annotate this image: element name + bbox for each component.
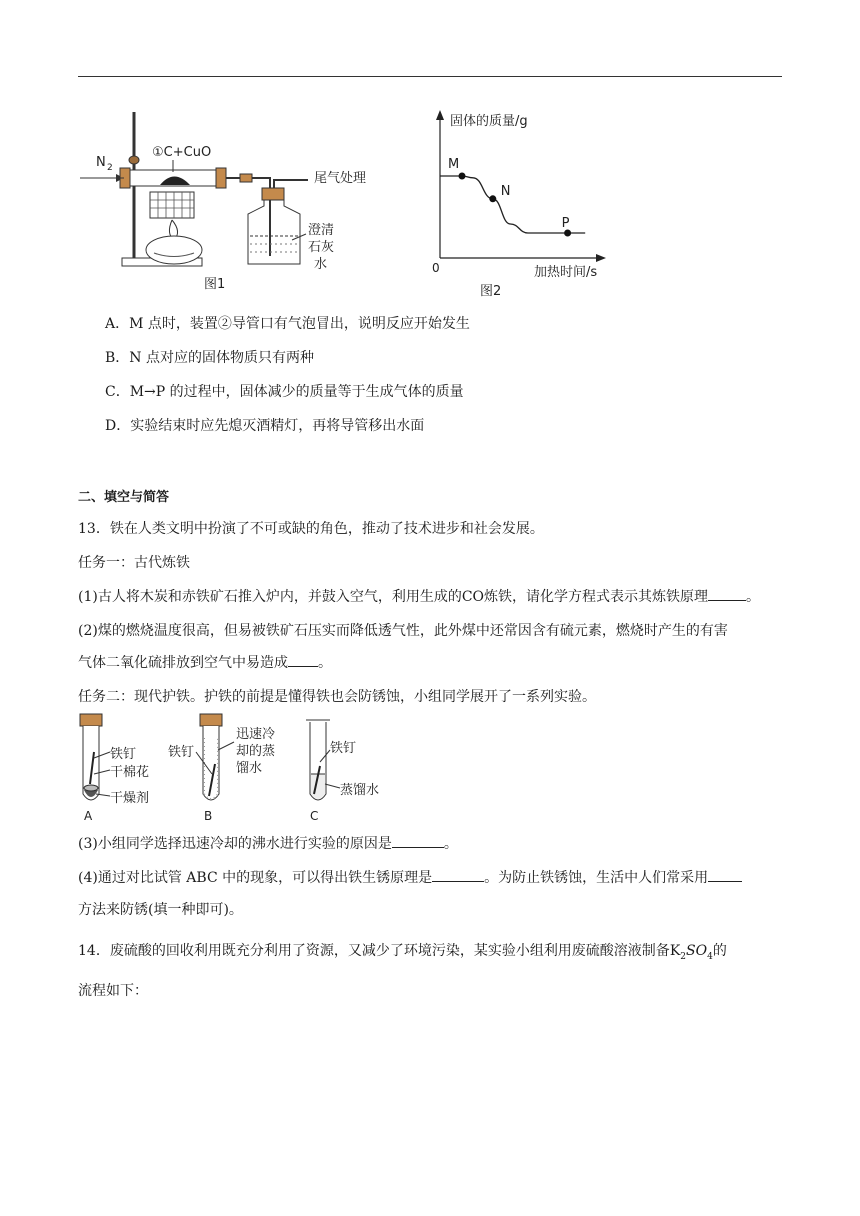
limewater-label-2: 石灰 (308, 240, 335, 255)
wire-mesh (150, 192, 194, 218)
section-title: 二、填空与简答 (78, 490, 170, 505)
test-tubes-figure (76, 712, 396, 824)
figure1-caption: 图1 (204, 277, 226, 292)
q13-task1: 任务一：古代炼铁 (78, 555, 190, 571)
tube-c-water-label: 蒸馏水 (340, 783, 380, 798)
q13-part1-end: 。 (746, 589, 761, 605)
point-label-p: P (561, 216, 570, 231)
formula-k-sub: 2 (680, 951, 687, 962)
exhaust-label: 尾气处理 (314, 171, 367, 186)
option-c: C．M→P 的过程中，固体减少的质量等于生成气体的质量 (105, 384, 464, 400)
point-n (489, 195, 496, 202)
tube-stopper-right (216, 168, 226, 188)
point-label-m: M (448, 157, 460, 172)
q13-part2-line2 (78, 652, 332, 674)
q13-task2: 任务二：现代护铁。护铁的前提是懂得铁也会防锈蚀，小组同学展开了一系列实验。 (78, 689, 596, 705)
q13-part2-blank[interactable] (288, 652, 318, 667)
q13-part3-text: (3)小组同学选择迅速冷却的沸水进行实验的原因是 (78, 836, 392, 852)
tube-b-water-label-2: 却的蒸 (236, 744, 276, 759)
tube-a-desiccant-label: 干燥剂 (110, 791, 150, 806)
q13-part4-line2: 方法来防锈(填一种即可)。 (78, 902, 243, 918)
x-axis-label: 加热时间/s (534, 265, 598, 280)
tube-b-nail-label: 铁钉 (168, 745, 195, 760)
q14-line2: 流程如下： (78, 983, 148, 999)
q13-part4-blank1[interactable] (432, 867, 484, 882)
bottle-stopper (262, 188, 284, 200)
q13-part2-line1: (2)煤的燃烧温度很高，但易被铁矿石压实而降低透气性，此外煤中还常因含有硫元素，燃烧时产生的有害 (78, 623, 728, 639)
option-b: B．N 点对应的固体物质只有两种 (105, 350, 314, 366)
y-axis-label: 固体的质量/g (450, 114, 528, 129)
n2-label: N (96, 155, 106, 170)
q13-part3-end: 。 (443, 836, 458, 852)
option-a: A．M 点时，装置②导管口有气泡冒出，说明反应开始发生 (105, 316, 470, 332)
gas-bottle (248, 200, 300, 264)
q14-line1-end: 的 (712, 943, 727, 959)
q13-part1-text: (1)古人将木炭和赤铁矿石推入炉内，并鼓入空气，利用生成的CO炼铁，请化学方程式表示其炼铁原理 (78, 589, 709, 605)
limewater-label-1: 澄清 (308, 223, 335, 238)
x-axis-arrow (596, 254, 606, 262)
tube-c-caption: C (310, 809, 319, 823)
formula-k: K (669, 943, 681, 959)
n2-subscript: 2 (107, 163, 113, 173)
q13-part4-line1 (78, 867, 742, 889)
q14-line1 (78, 940, 727, 968)
q13-part2-end: 。 (318, 655, 332, 671)
q13-part4-text: (4)通过对比试管 ABC 中的现象，可以得出铁生锈原理是 (78, 870, 433, 886)
tube-b-stopper (200, 714, 222, 726)
tube-b-water-label-1: 迅速冷 (236, 727, 276, 742)
tube-b-water-label-3: 馏水 (236, 761, 263, 776)
q13-part3-blank[interactable] (392, 833, 444, 848)
figure2-chart (422, 108, 622, 300)
figure2-caption: 图2 (480, 284, 502, 299)
y-axis-arrow (436, 110, 444, 120)
q13-part2-text: 气体二氧化硫排放到空气中易造成 (78, 655, 288, 671)
origin-label: 0 (432, 261, 440, 275)
tube-c-nail-label: 铁钉 (330, 741, 357, 756)
tube-b-caption: B (204, 809, 213, 823)
q14-text: 14．废硫酸的回收利用既充分利用了资源，又减少了环境污染，某实验小组利用废硫酸溶液制备 (78, 943, 670, 959)
limewater-label-3: 水 (314, 257, 328, 272)
formula-so-sub: 4 (707, 951, 713, 962)
tube-a-nail-label: 铁钉 (110, 747, 137, 762)
header-rule (78, 76, 782, 77)
point-label-n: N (500, 183, 511, 199)
rubber-joint (240, 174, 252, 182)
q13-part4-mid: 。为防止铁锈蚀，生活中人们常采用 (484, 870, 709, 886)
alcohol-lamp (146, 236, 202, 264)
point-m (459, 173, 466, 180)
q13-part1-blank[interactable] (708, 586, 746, 601)
figure1-apparatus (78, 108, 388, 298)
q13-part1 (78, 586, 760, 608)
option-d: D．实验结束时应先熄灭酒精灯，再将导管移出水面 (105, 418, 425, 434)
formula-so: SO (686, 943, 708, 959)
q13-part3 (78, 833, 458, 855)
clamp-knob (129, 156, 139, 164)
reagent-label: ①C+CuO (152, 145, 212, 160)
q14-formula (669, 943, 713, 962)
q13-stem: 13．铁在人类文明中扮演了不可或缺的角色，推动了技术进步和社会发展。 (78, 521, 544, 537)
q13-part4-blank2[interactable] (708, 867, 742, 882)
tube-a-caption: A (84, 809, 93, 823)
tube-a-cotton-label: 干棉花 (110, 765, 150, 780)
tube-a-stopper (80, 714, 102, 726)
